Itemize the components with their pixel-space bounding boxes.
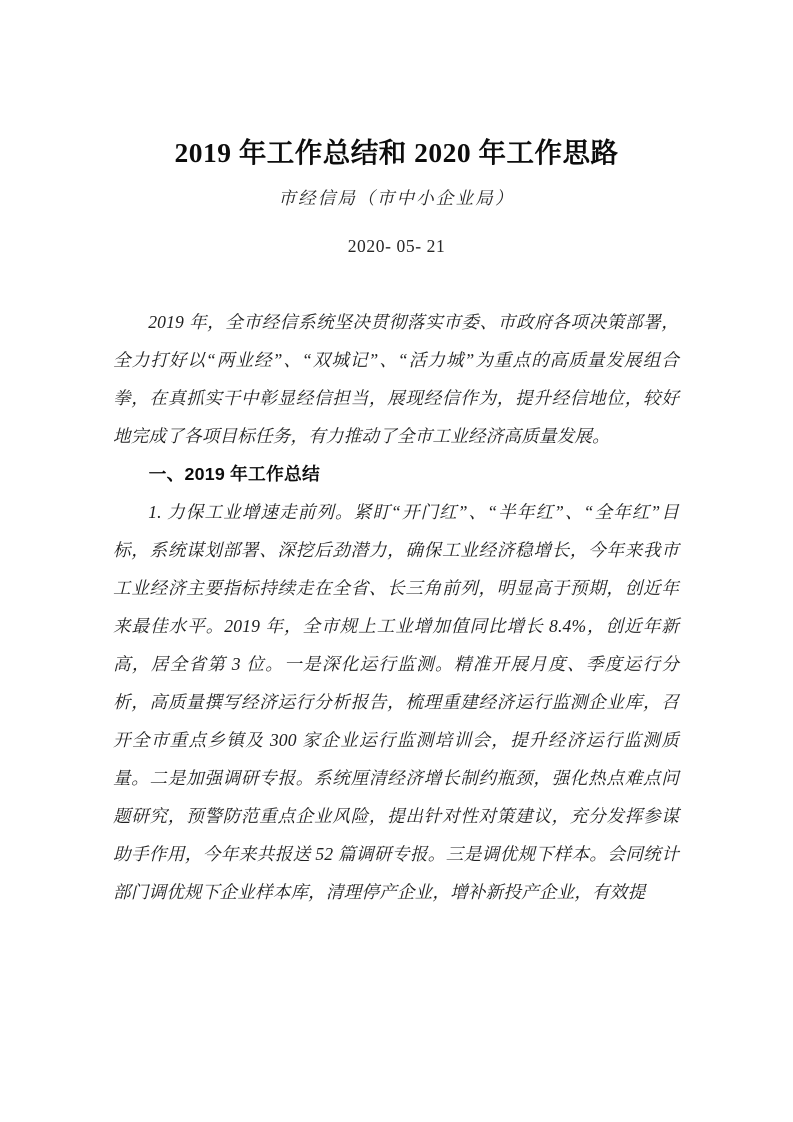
document-date: 2020- 05- 21 bbox=[347, 236, 446, 256]
intro-paragraph: 2019 年，全市经信系统坚决贯彻落实市委、市政府各项决策部署，全力打好以“两业经”、“双城记”、“活力城”为重点的高质量发展组合拳，在真抓实干中彰显经信担当，展现经信作为，提升经信地位，较好地完成了各项目标任务，有力推动了全市工业经济高质量发展。 bbox=[113, 312, 679, 446]
issuing-department: 市经信局（市中小企业局） bbox=[278, 188, 515, 208]
section-heading-one: 一、2019 年工作总结 bbox=[148, 464, 320, 484]
numbered-item-one-paragraph: 1. 力保工业增速走前列。紧盯“开门红”、“半年红”、“全年红”目标，系统谋划部署、深挖后劲潜力，确保工业经济稳增长，今年来我市工业经济主要指标持续走在全省、长三角前列，明显高于预期，创近年来最佳水平。2019 年，全市规上工业增加值同比增长 8.4%，创近年新高，居全省第 3 位。一是深化运行监测。精准开展月度、季度运行分析，高质量撰写经济运行分析报告，梳理重建经济运行监测企业库，召开全市重点乡镇及 300 家企业运行监测培训会，提升经济运行监测质量。二是加强调研专报。系统厘清经济增长制约瓶颈，强化热点难点问题研究，预警防范重点企业风险，提出针对性对策建议，充分发挥参谋助手作用，今年来共报送 52 篇调研专报。三是调优规下样本。会同统计部门调优规下企业样本库，清理停产企业，增补新投产企业，有效提 bbox=[113, 502, 679, 902]
page-title: 2019 年工作总结和 2020 年工作思路 bbox=[174, 137, 619, 168]
document-body bbox=[113, 303, 679, 911]
